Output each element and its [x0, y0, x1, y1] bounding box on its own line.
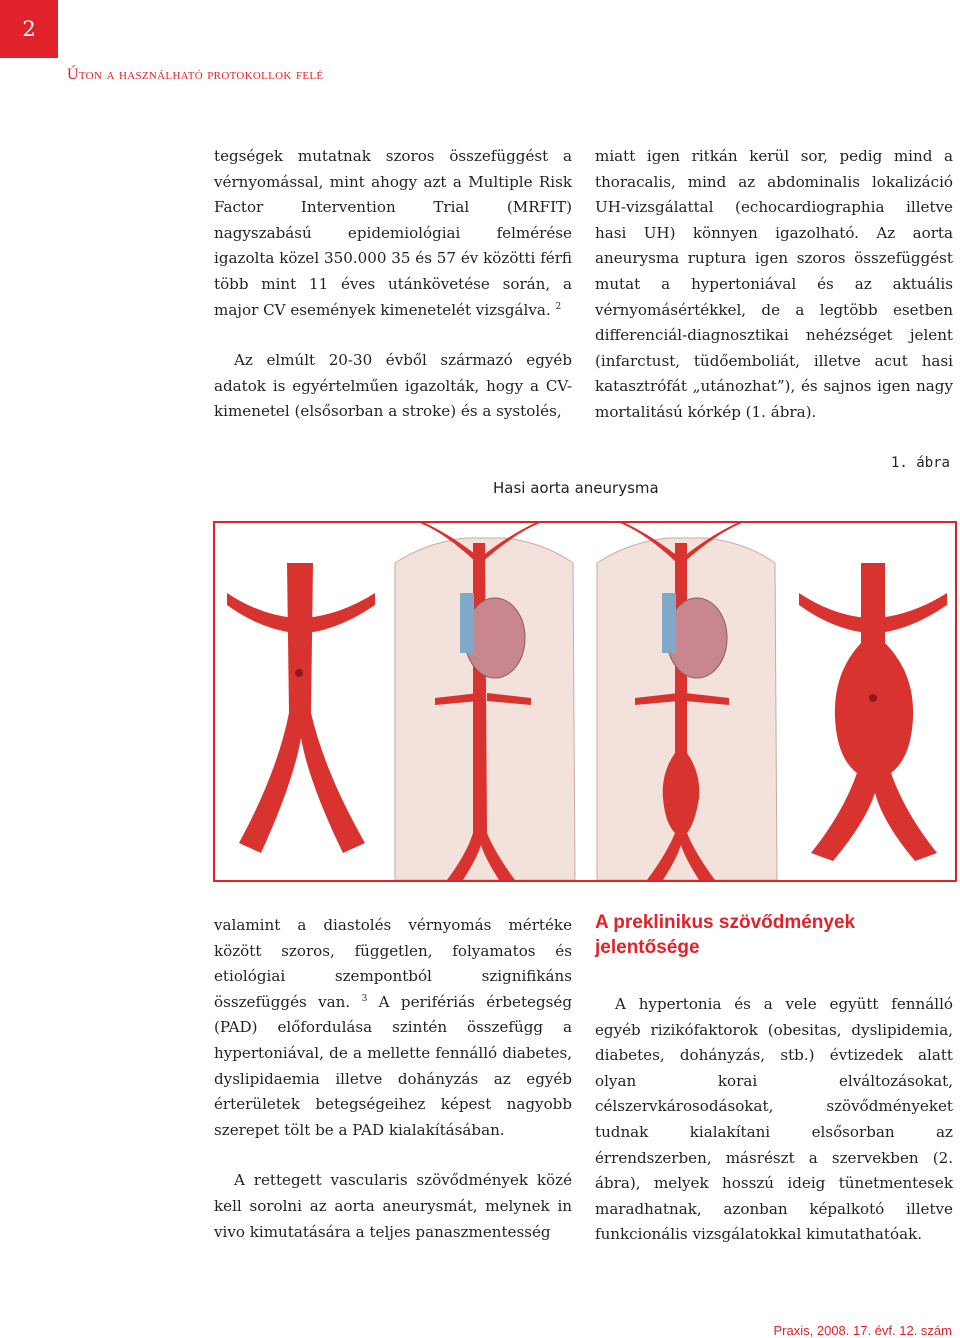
paragraph: A rettegett vascularis szövődmények közé kell sorolni az aorta aneurysmát, melynek in vivo kimutatására a teljes panaszmentesség: [214, 1171, 572, 1241]
aneurysm-torso: [585, 523, 787, 880]
lower-right-column: [595, 910, 953, 1248]
upper-right-column: [595, 144, 953, 426]
paragraph: A hypertonia és a vele együtt fennálló egyéb rizikófaktorok (obesitas, dyslipidemia, diabetes, dohányzás, stb.) évtizedek alatt olyan korai elváltozásokat, célszervkárosodásokat, szövődményeket tudnak kialakítani elsősorban az érrendszerben, másrészt a szervekben (2. ábra), melyek hosszú ideig tünetmentesek maradhatnak, azonban képalkotó illetve funkcionális vizsgálatokkal kimutathatóak.: [595, 995, 953, 1244]
paragraph: [214, 913, 572, 1143]
paragraph: Az elmúlt 20-30 évből származó egyéb adatok is egyértelműen igazolták, hogy a CV-kimenetel (elsősorban a stroke) és a systolés,: [214, 351, 572, 421]
page-number-tab: 2: [0, 0, 58, 58]
reference-marker: 3: [361, 993, 368, 1004]
lower-left-column: [214, 913, 572, 1245]
running-head: Úton a használható protokollok felé: [67, 66, 324, 83]
paragraph: miatt igen ritkán kerül sor, pedig mind a thoracalis, mind az abdominalis lokalizáció UH-vizsgálattal (echocardiographia illetve hasi UH) könnyen igazolható. Az aorta aneurysma ruptura igen szoros összefüggést mutat a hypertoniával és az aktuális vérnyomásértékkel, de a legtöbb esetben differenciál-diagnosztikai nehézséget jelent (infarctust, tüdőemboliát, illetve acut hasi katasztrófát „utánozhat”), és sajnos igen nagy mortalitású kórkép (1. ábra).: [595, 147, 953, 421]
normal-torso: [383, 523, 585, 880]
paragraph: [214, 144, 572, 323]
page-footer: Praxis, 2008. 17. évf. 12. szám: [773, 1323, 952, 1338]
upper-left-column: [214, 144, 572, 425]
section-title: A preklinikus szövődmények jelentősége: [595, 912, 856, 958]
figure-label: 1. ábra: [890, 455, 950, 471]
normal-aorta-detail: [215, 523, 383, 880]
paragraph-text: A perifériás érbetegség (PAD) előfordulása szintén összefügg a hypertoniával, de a mellette fennálló diabetes, dyslipidaemia illetve dohányzás az egyéb érterületek betegségeihez képest nagyobb szerepet tölt be a PAD kialakításában.: [214, 992, 572, 1139]
aneurysm-aorta-detail: [787, 523, 955, 880]
paragraph-text: tegségek mutatnak szoros összefüggést a vérnyomással, mint ahogy azt a Multiple Risk Factor Intervention Trial (MRFIT) nagyszabású epidemiológiai felmérése igazolta közel 350.000 35 és 57 év közötti férfi több mint 11 éves utánkövetése során, a major CV események kimenetelét vizsgálva.: [214, 147, 572, 319]
aorta-figure: [213, 521, 957, 882]
reference-marker: 2: [555, 301, 562, 312]
figure-title: Hasi aorta aneurysma: [493, 479, 659, 497]
paragraph-text: valamint a diastolés vérnyomás mértéke között szoros, független, folyamatos és etiológiai szempontból szignifikáns összefüggés van.: [214, 916, 572, 1011]
